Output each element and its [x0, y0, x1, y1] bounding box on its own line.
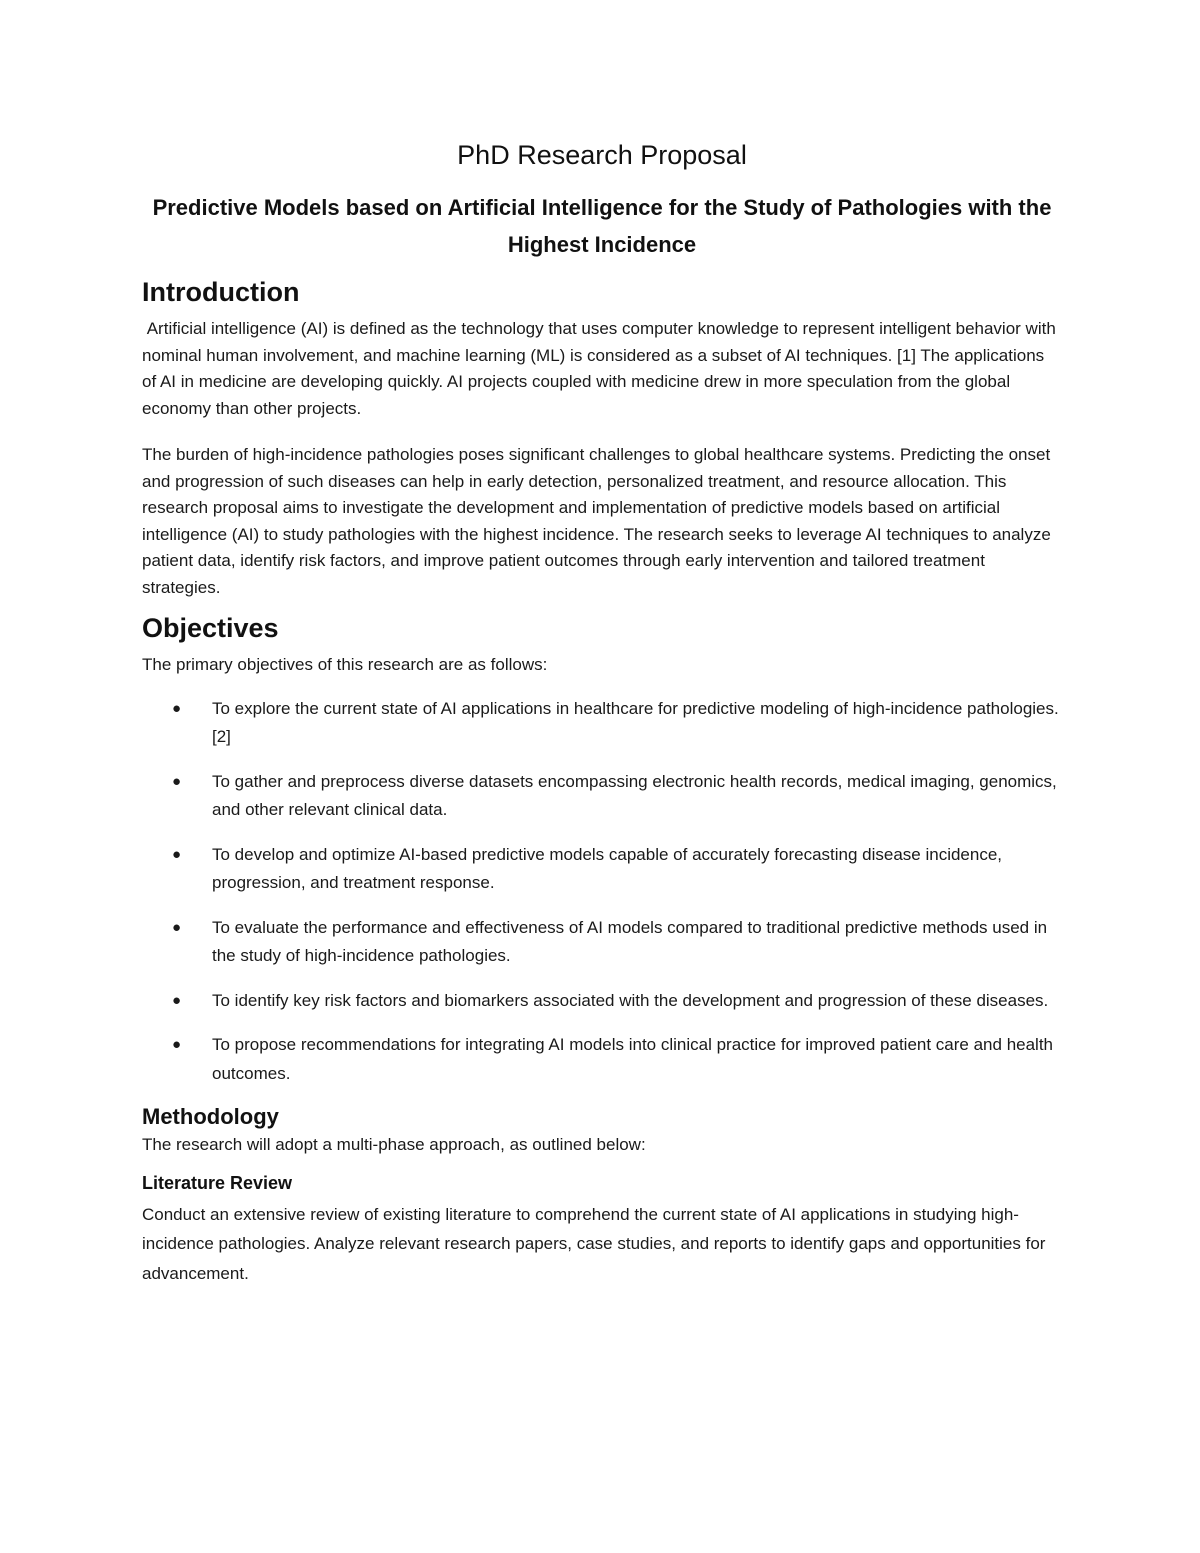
objective-text: To identify key risk factors and biomarkers associated with the development and progression of these diseases. — [212, 990, 1049, 1010]
introduction-paragraph-1: Artificial intelligence (AI) is defined as the technology that uses computer knowledge to represent intelligent behavior with nominal human involvement, and machine learning (ML) is considered as a subset of AI techniques. [1] The applications of AI in medicine are developing quickly. AI projects coupled with medicine drew in more speculation from the global economy than other projects. — [142, 319, 1056, 418]
list-item — [142, 1031, 1062, 1088]
methodology-intro: The research will adopt a multi-phase approach, as outlined below: — [142, 1135, 646, 1154]
list-item — [142, 695, 1062, 752]
introduction-section — [142, 277, 1062, 601]
bullet-icon: ● — [172, 845, 182, 863]
list-item — [142, 841, 1062, 898]
bullet-icon: ● — [172, 991, 182, 1009]
introduction-heading: Introduction — [142, 277, 300, 307]
objectives-list — [142, 695, 1062, 1089]
document-page — [142, 140, 1062, 1288]
objectives-heading: Objectives — [142, 613, 279, 643]
bullet-icon: ● — [172, 918, 182, 936]
objective-text: To explore the current state of AI applications in healthcare for predictive modeling of high-incidence pathologies. [2] — [212, 698, 1059, 746]
literature-review-heading: Literature Review — [142, 1172, 293, 1193]
objective-text: To gather and preprocess diverse datasets encompassing electronic health records, medical imaging, genomics, and other relevant clinical data. — [212, 771, 1057, 819]
objective-text: To develop and optimize AI-based predictive models capable of accurately forecasting disease incidence, progression, and treatment response. — [212, 844, 1003, 892]
document-subtitle: Predictive Models based on Artificial Intelligence for the Study of Pathologies with the Highest Incidence — [152, 195, 1052, 257]
bullet-icon: ● — [172, 772, 182, 790]
methodology-section — [142, 1104, 1062, 1288]
methodology-heading: Methodology — [142, 1104, 279, 1129]
objective-text: To evaluate the performance and effectiveness of AI models compared to traditional predictive methods used in the study of high-incidence pathologies. — [212, 917, 1048, 965]
literature-review-text: Conduct an extensive review of existing literature to comprehend the current state of AI applications in studying high-incidence pathologies. Analyze relevant research papers, case studies, and reports to identify gaps and opportunities for advancement. — [142, 1204, 1046, 1283]
objective-text: To propose recommendations for integrating AI models into clinical practice for improved patient care and health outcomes. — [212, 1035, 1054, 1083]
bullet-icon: ● — [172, 1036, 182, 1053]
document-title: PhD Research Proposal — [457, 140, 747, 170]
list-item — [142, 768, 1062, 825]
objectives-section — [142, 613, 1062, 1088]
list-item — [142, 914, 1062, 971]
bullet-icon: ● — [172, 699, 182, 717]
introduction-paragraph-2: The burden of high-incidence pathologies poses significant challenges to global healthcare systems. Predicting the onset and progression of such diseases can help in early detection, personalized treatment, and resource allocation. This research proposal aims to investigate the development and implementation of predictive models based on artificial intelligence (AI) to study pathologies with the highest incidence. The research seeks to leverage AI techniques to analyze patient data, identify risk factors, and improve patient outcomes through early intervention and tailored treatment strategies. — [142, 445, 1051, 597]
objectives-intro: The primary objectives of this research are as follows: — [142, 655, 548, 674]
list-item — [142, 987, 1062, 1016]
